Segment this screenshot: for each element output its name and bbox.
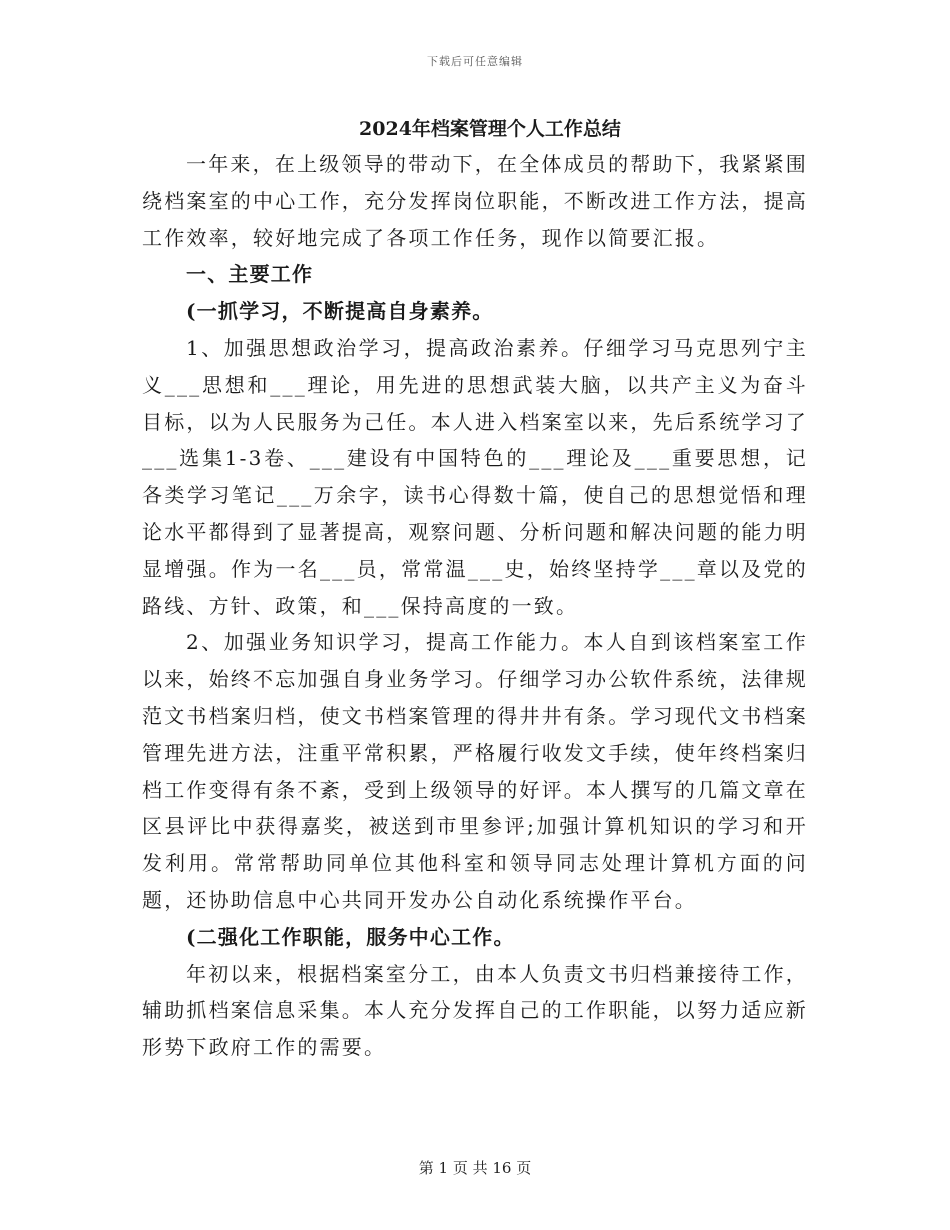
subsection-heading-study: (一抓学习，不断提高自身素养。: [186, 299, 494, 324]
paragraph-political-study: 1、加强思想政治学习，提高政治素养。仔细学习马克思列宁主义___思想和___理论，用先进的思想武装大脑，以共产主义为奋斗目标，以为人民服务为己任。本人进入档案室以来，先后系统学习了___选集1-3卷、___建设有中国特色的___理论及___重要思想，记各类学习笔记___万余字，读书心得数十篇，使自己的思想觉悟和理论水平都得到了显著提高，观察问题、分析问题和解决问题的能力明显增强。作为一名___员，常常温___史，始终坚持学___章以及党的路线、方针、政策，和___保持高度的一致。: [142, 335, 808, 618]
subsection-heading-functions: (二强化工作职能，服务中心工作。: [186, 924, 515, 949]
paragraph-archive-duties: 年初以来，根据档案室分工，由本人负责文书归档兼接待工作，辅助抓档案信息采集。本人充分发挥自己的工作职能，以努力适应新形势下政府工作的需要。: [142, 961, 808, 1060]
paragraph-business-study: 2、加强业务知识学习，提高工作能力。本人自到该档案室工作以来，始终不忘加强自身业务学习。仔细学习办公软件系统，法律规范文书档案归档，使文书档案管理的得井井有条。学习现代文书档案管理先进方法，注重平常积累，严格履行收发文手续，使年终档案归档工作变得有条不紊，受到上级领导的好评。本人撰写的几篇文章在区县评比中获得嘉奖，被送到市里参评;加强计算机知识的学习和开发利用。常常帮助同单位其他科室和领导同志处理计算机方面的问题，还协助信息中心共同开发办公自动化系统操作平台。: [142, 630, 808, 912]
page-number: 第 1 页 共 16 页: [418, 1159, 532, 1177]
header-note: 下载后可任意编辑: [427, 55, 523, 68]
document-body: [142, 112, 808, 1066]
document-title: 2024年档案管理个人工作总结: [359, 118, 621, 140]
intro-paragraph: 一年来，在上级领导的带动下，在全体成员的帮助下，我紧紧围绕档案室的中心工作，充分发挥岗位职能，不断改进工作方法，提高工作效率，较好地完成了各项工作任务，现作以简要汇报。: [142, 152, 808, 250]
section-heading-main-work: 一、主要工作: [186, 262, 314, 287]
